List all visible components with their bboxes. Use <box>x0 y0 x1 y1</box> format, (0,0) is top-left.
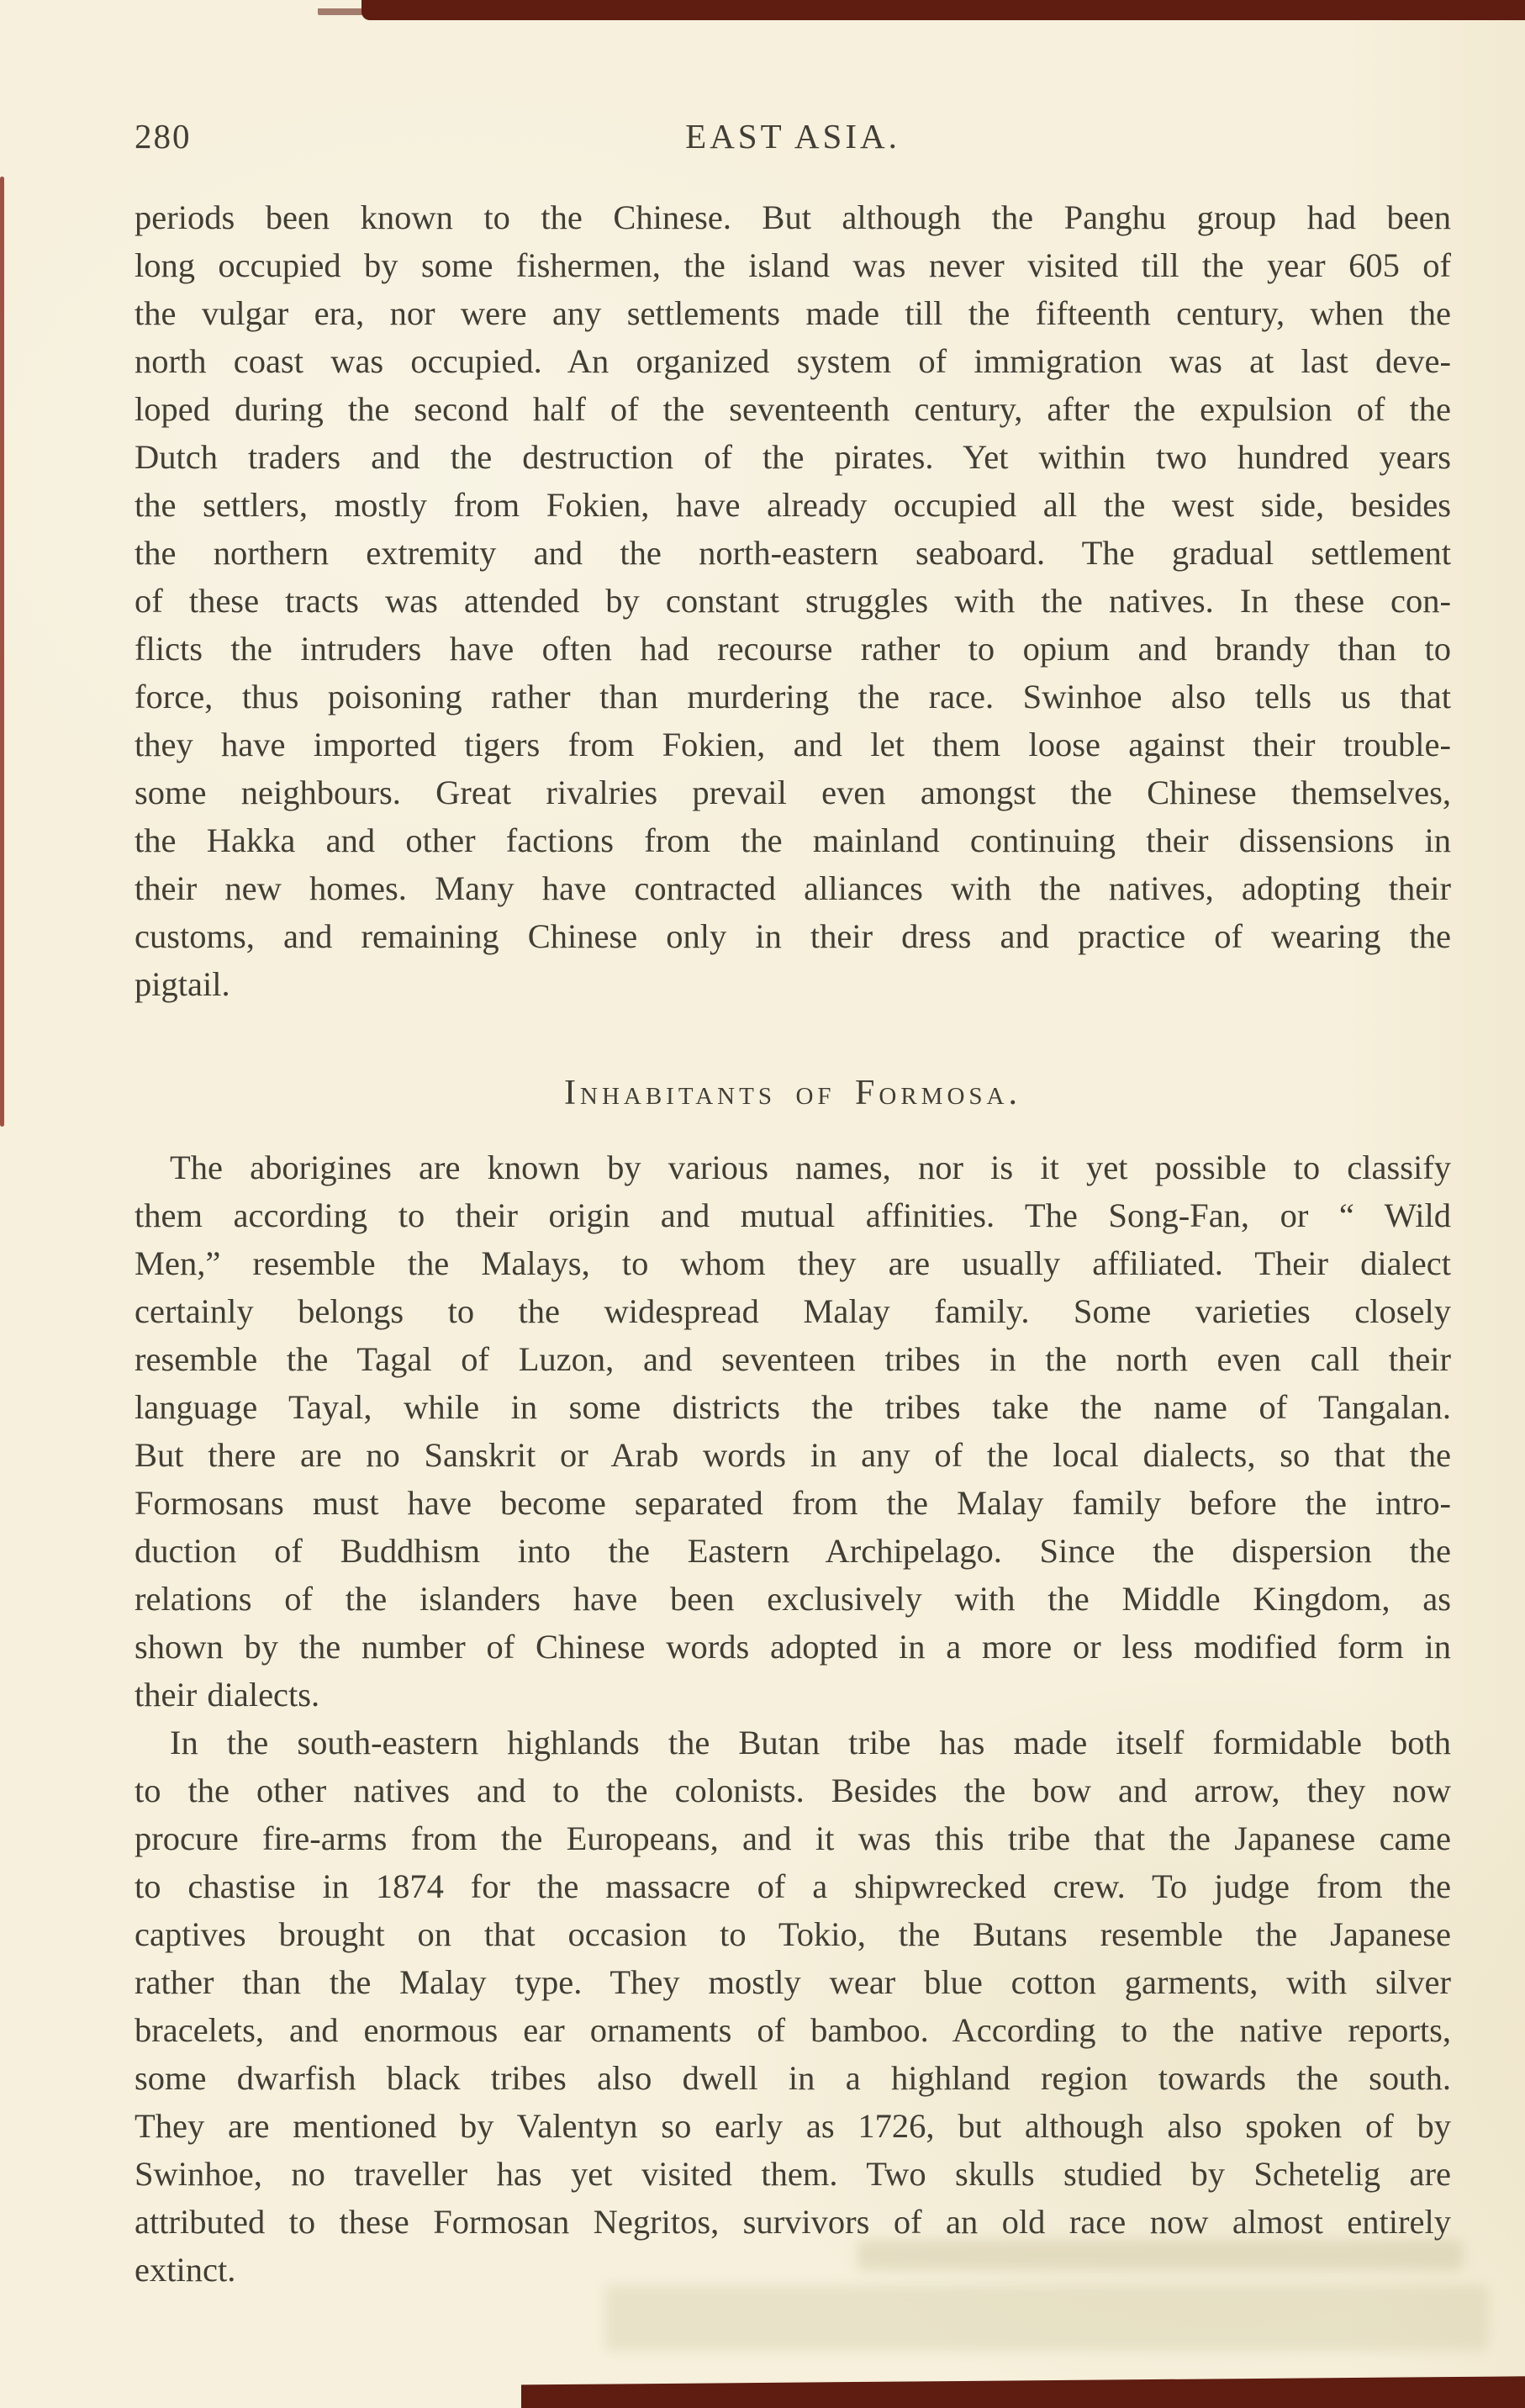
show-through-artifact <box>605 2285 1488 2351</box>
text-line: flicts the intruders have often had recourse rather to opium and brandy than to <box>135 630 1451 668</box>
text-line: the vulgar era, nor were any settlements made till the fifteenth century, when the <box>135 294 1451 332</box>
page-number: 280 <box>135 117 192 156</box>
text-line: Dutch traders and the destruction of the pirates. Yet within two hundred years <box>135 438 1451 476</box>
text-line: language Tayal, while in some districts the tribes take the name of Tangalan. <box>135 1388 1451 1426</box>
book-edge-top <box>361 0 1525 20</box>
paragraph <box>135 1143 1451 1719</box>
text-line: procure fire-arms from the Europeans, and it was this tribe that the Japanese came <box>135 1819 1451 1857</box>
paragraph <box>135 193 1451 1008</box>
text-line: to the other natives and to the colonists. Besides the bow and arrow, they now <box>135 1772 1451 1809</box>
section-heading: Inhabitants of Formosa. <box>564 1074 1021 1112</box>
text-line: their dialects. <box>135 1676 320 1714</box>
text-line: pigtail. <box>135 965 230 1003</box>
text-line: But there are no Sanskrit or Arab words in any of the local dialects, so that the <box>135 1436 1451 1474</box>
running-title: EAST ASIA. <box>685 117 900 156</box>
text-line: they have imported tigers from Fokien, and let them loose against their trouble- <box>135 726 1451 763</box>
text-line: duction of Buddhism into the Eastern Archipelago. Since the dispersion the <box>135 1532 1451 1570</box>
paragraph <box>135 1719 1451 2294</box>
text-line: rather than the Malay type. They mostly wear blue cotton garments, with silver <box>135 1963 1451 2001</box>
text-line: captives brought on that occasion to Tokio, the Butans resemble the Japanese <box>135 1915 1451 1953</box>
text-line: to chastise in 1874 for the massacre of a shipwrecked crew. To judge from the <box>135 1867 1451 1905</box>
text-line: their new homes. Many have contracted alliances with the natives, adopting their <box>135 869 1451 907</box>
text-line: Men,” resemble the Malays, to whom they are usually affiliated. Their dialect <box>135 1244 1451 1282</box>
text-line: Swinhoe, no traveller has yet visited them. Two skulls studied by Schetelig are <box>135 2155 1451 2193</box>
text-line: In the south-eastern highlands the Butan tribe has made itself formidable both <box>170 1724 1451 1761</box>
text-line: They are mentioned by Valentyn so early as 1726, but although also spoken of by <box>135 2107 1451 2145</box>
text-line: the northern extremity and the north-eastern seaboard. The gradual settlement <box>135 534 1451 572</box>
text-line: periods been known to the Chinese. But although the Panghu group had been <box>135 198 1451 236</box>
text-line: loped during the second half of the seventeenth century, after the expulsion of the <box>135 390 1451 428</box>
text-line: shown by the number of Chinese words adopted in a more or less modified form in <box>135 1628 1451 1666</box>
text-line: long occupied by some fishermen, the island was never visited till the year 605 of <box>135 246 1451 284</box>
text-line: extinct. <box>135 2251 236 2289</box>
text-line: certainly belongs to the widespread Malay family. Some varieties closely <box>135 1292 1451 1330</box>
text-line: The aborigines are known by various names, nor is it yet possible to classify <box>170 1149 1451 1186</box>
book-edge-left <box>0 177 4 1127</box>
text-line: the settlers, mostly from Fokien, have already occupied all the west side, besides <box>135 486 1451 524</box>
text-line: some dwarfish black tribes also dwell in a highland region towards the south. <box>135 2059 1451 2097</box>
text-line: relations of the islanders have been exclusively with the Middle Kingdom, as <box>135 1580 1451 1618</box>
text-line: them according to their origin and mutual affinities. The Song-Fan, or “ Wild <box>135 1196 1451 1234</box>
running-header <box>135 116 1451 166</box>
text-line: attributed to these Formosan Negritos, survivors of an old race now almost entirely <box>135 2203 1451 2241</box>
text-line: customs, and remaining Chinese only in their dress and practice of wearing the <box>135 917 1451 955</box>
text-line: Formosans must have become separated from the Malay family before the intro- <box>135 1484 1451 1522</box>
text-line: the Hakka and other factions from the mainland continuing their dissensions in <box>135 821 1451 859</box>
book-edge-bottom <box>521 2369 1525 2408</box>
text-line: some neighbours. Great rivalries prevail even amongst the Chinese themselves, <box>135 774 1451 811</box>
text-line: force, thus poisoning rather than murdering the race. Swinhoe also tells us that <box>135 678 1451 716</box>
text-line: resemble the Tagal of Luzon, and seventeen tribes in the north even call their <box>135 1340 1451 1378</box>
text-line: north coast was occupied. An organized system of immigration was at last deve- <box>135 342 1451 380</box>
text-line: of these tracts was attended by constant struggles with the natives. In these con- <box>135 582 1451 620</box>
text-line: bracelets, and enormous ear ornaments of bamboo. According to the native reports, <box>135 2011 1451 2049</box>
